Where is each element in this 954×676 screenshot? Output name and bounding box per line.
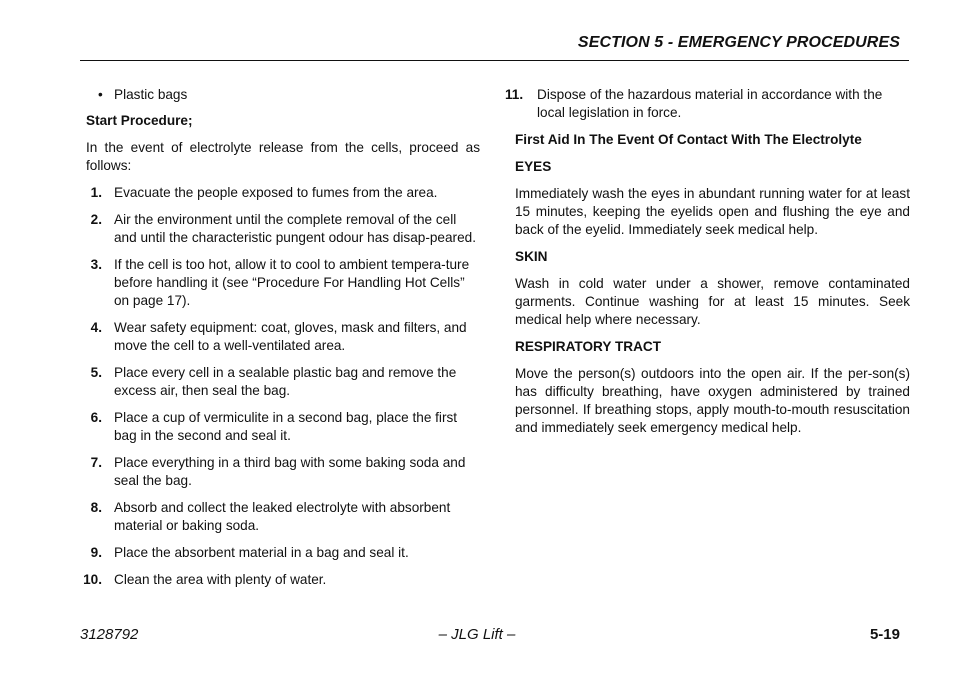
respiratory-paragraph: Move the person(s) outdoors into the open air. If the per-son(s) has difficulty breathing, have oxygen administered by trained personnel. If breathing stops, apply mouth-to-mouth resuscitation and immediately seek emergency medical help. [515, 366, 910, 435]
step-number: 11. [505, 87, 524, 102]
bullet-item [86, 86, 480, 104]
step-text: Absorb and collect the leaked electrolyte with absorbent material or baking soda. [114, 500, 451, 533]
footer-doc-number: 3128792 [80, 626, 139, 643]
step-number: 10. [83, 572, 102, 587]
step-number: 4. [90, 320, 102, 335]
step-number: 3. [90, 257, 102, 272]
eyes-paragraph: Immediately wash the eyes in abundant running water for at least 15 minutes, keeping the eyelids open and flushing the eye and back of the eyelid. Immediately seek medical help. [515, 186, 910, 237]
step-text: Place the absorbent material in a bag and seal it. [114, 545, 409, 560]
step-text: Clean the area with plenty of water. [114, 572, 327, 587]
step-item [86, 454, 480, 490]
start-procedure-heading: Start Procedure; [86, 113, 193, 128]
step-item [86, 184, 480, 202]
step-number: 9. [90, 545, 102, 560]
step-text: Air the environment until the complete removal of the cell and until the characteristic pungent odour has disap-peared. [114, 212, 476, 245]
step-text: Place every cell in a sealable plastic bag and remove the excess air, then seal the bag. [114, 365, 457, 398]
header-rule [80, 60, 909, 61]
intro-paragraph: In the event of electrolyte release from the cells, proceed as follows: [86, 140, 480, 173]
footer-center: – JLG Lift – [438, 626, 516, 643]
step-number: 2. [90, 212, 102, 227]
skin-heading: SKIN [515, 249, 548, 264]
step-text: Evacuate the people exposed to fumes from the area. [114, 185, 438, 200]
step-item [83, 571, 480, 589]
step-number: 6. [90, 410, 102, 425]
step-item [86, 364, 480, 400]
step-item [86, 409, 480, 445]
step-item [86, 319, 480, 355]
step-number: 1. [90, 185, 102, 200]
step-number: 8. [90, 500, 102, 515]
step-item [86, 499, 480, 535]
step-text: Place a cup of vermiculite in a second bag, place the first bag in the second and seal it. [114, 410, 458, 443]
section-header: SECTION 5 - EMERGENCY PROCEDURES [577, 34, 900, 51]
respiratory-heading: RESPIRATORY TRACT [515, 339, 662, 354]
procedure-steps [83, 184, 480, 589]
right-column [505, 86, 910, 446]
left-column [83, 86, 480, 598]
step-item [86, 544, 480, 562]
step-item [86, 256, 480, 310]
bullet-dot: • [98, 87, 103, 102]
step-text: If the cell is too hot, allow it to cool to ambient tempera-ture before handling it (see “Procedure For Handling Hot Cells” on page 17). [114, 257, 470, 308]
first-aid-heading: First Aid In The Event Of Contact With The Electrolyte [515, 132, 862, 147]
step-number: 5. [90, 365, 102, 380]
step-text: Wear safety equipment: coat, gloves, mask and filters, and move the cell to a well-ventilated area. [114, 320, 467, 353]
step-text: Place everything in a third bag with some baking soda and seal the bag. [114, 455, 466, 488]
step-text: Dispose of the hazardous material in accordance with the local legislation in force. [537, 87, 883, 120]
skin-paragraph: Wash in cold water under a shower, remove contaminated garments. Continue washing for at least 15 minutes. Seek medical help where necessary. [515, 276, 910, 327]
step-number: 7. [90, 455, 102, 470]
footer-page-number: 5-19 [869, 626, 900, 643]
bullet-text: Plastic bags [114, 87, 188, 102]
step-item [505, 86, 910, 122]
step-item [86, 211, 480, 247]
eyes-heading: EYES [515, 159, 552, 174]
